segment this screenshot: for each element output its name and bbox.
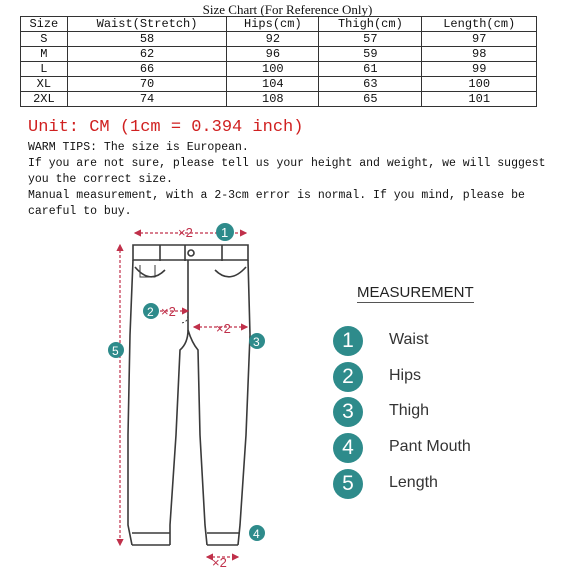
table-cell: XL — [21, 77, 68, 92]
pants-diagram — [0, 215, 300, 575]
table-cell: 108 — [227, 92, 319, 107]
table-cell: 57 — [319, 32, 422, 47]
table-cell: 104 — [227, 77, 319, 92]
measurement-label: Pant Mouth — [389, 438, 471, 455]
header-cell: Thigh(cm) — [319, 17, 422, 32]
pants-outline — [128, 245, 250, 545]
table-cell: S — [21, 32, 68, 47]
measurement-item-hips — [333, 362, 533, 394]
table-header-row — [21, 17, 537, 32]
table-cell: 100 — [422, 77, 537, 92]
table-cell: 66 — [67, 62, 227, 77]
header-cell: Size — [21, 17, 68, 32]
measurement-item-pant-mouth — [333, 433, 533, 465]
table-cell: 97 — [422, 32, 537, 47]
thigh-number: 3 — [253, 335, 260, 349]
table-cell: 2XL — [21, 92, 68, 107]
table-row — [21, 32, 537, 47]
table-cell: L — [21, 62, 68, 77]
pant-mouth-marker: ×2 — [212, 555, 227, 570]
hips-number: 2 — [147, 305, 154, 319]
table-cell: 99 — [422, 62, 537, 77]
table-row — [21, 62, 537, 77]
table-cell: 92 — [227, 32, 319, 47]
table-cell: 63 — [319, 77, 422, 92]
unit-note: Unit: CM (1cm = 0.394 inch) — [28, 118, 304, 137]
table-cell: 96 — [227, 47, 319, 62]
table-cell: 59 — [319, 47, 422, 62]
measurement-label: Waist — [389, 331, 429, 348]
number-badge: 3 — [333, 397, 363, 427]
tips-line: Manual measurement, with a 2-3cm error is normal. If you mind, please be careful to buy. — [28, 189, 525, 218]
number-badge: 5 — [333, 469, 363, 499]
table-cell: 100 — [227, 62, 319, 77]
number-badge: 1 — [333, 326, 363, 356]
measurement-item-length — [333, 469, 533, 501]
number-badge: 4 — [333, 433, 363, 463]
tips-line: If you are not sure, please tell us your height and weight, we will suggest you the correct size. — [28, 157, 546, 186]
table-cell: 70 — [67, 77, 227, 92]
table-row — [21, 92, 537, 107]
header-cell: Hips(cm) — [227, 17, 319, 32]
table-cell: M — [21, 47, 68, 62]
hips-marker: ×2 — [161, 304, 176, 319]
measurement-label: Length — [389, 474, 438, 491]
measurement-item-waist — [333, 326, 533, 358]
chart-title: Size Chart (For Reference Only) — [202, 2, 373, 17]
pant-mouth-number: 4 — [253, 527, 260, 541]
waist-number: 1 — [221, 225, 229, 240]
waist-marker: ×2 — [178, 225, 193, 240]
header-cell: Waist(Stretch) — [67, 17, 227, 32]
measurement-title: MEASUREMENT — [357, 284, 474, 301]
size-table — [20, 16, 537, 107]
header-cell: Length(cm) — [422, 17, 537, 32]
thigh-marker: ×2 — [216, 321, 231, 336]
measurement-item-thigh — [333, 397, 533, 429]
table-cell: 58 — [67, 32, 227, 47]
table-row — [21, 47, 537, 62]
table-cell: 74 — [67, 92, 227, 107]
table-cell: 101 — [422, 92, 537, 107]
table-cell: 65 — [319, 92, 422, 107]
measurement-label: Hips — [389, 367, 422, 384]
tips-line: WARM TIPS: The size is European. — [28, 141, 249, 154]
table-cell: 61 — [319, 62, 422, 77]
table-cell: 62 — [67, 47, 227, 62]
measurement-label: Thigh — [389, 402, 430, 419]
length-number: 5 — [112, 344, 119, 358]
tips-block — [28, 140, 558, 220]
table-cell: 98 — [422, 47, 537, 62]
table-row — [21, 77, 537, 92]
number-badge: 2 — [333, 362, 363, 392]
